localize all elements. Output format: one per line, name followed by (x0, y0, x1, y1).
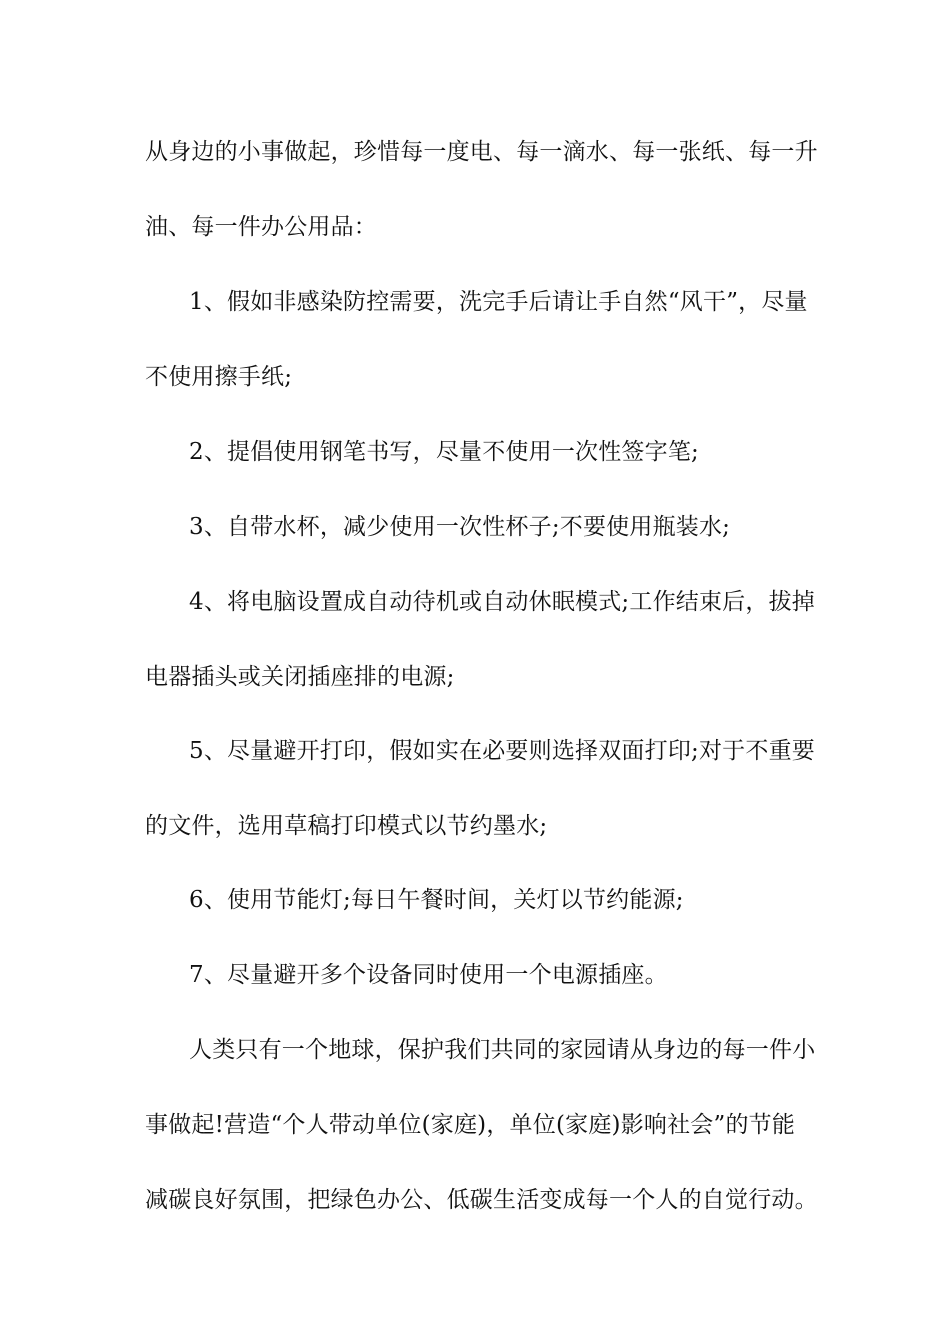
list-item-1-line-1: 1、假如非感染防控需要，洗完手后请让手自然“风干”，尽量 (189, 289, 808, 315)
paragraph-intro-line-1: 从身边的小事做起，珍惜每一度电、每一滴水、每一张纸、每一升 (145, 139, 818, 165)
list-item-5-line-2: 的文件，选用草稿打印模式以节约墨水; (145, 813, 548, 839)
list-item-7: 7、尽量避开多个设备同时使用一个电源插座。 (189, 962, 668, 988)
list-item-1-line-2: 不使用擦手纸; (145, 364, 293, 390)
list-item-5-line-1: 5、尽量避开打印，假如实在必要则选择双面打印;对于不重要 (189, 738, 815, 764)
list-item-6: 6、使用节能灯;每日午餐时间，关灯以节约能源; (189, 887, 684, 913)
paragraph-closing-line-1: 人类只有一个地球，保护我们共同的家园请从身边的每一件小 (189, 1037, 816, 1063)
paragraph-closing-line-2: 事做起!营造“个人带动单位(家庭)，单位(家庭)影响社会”的节能 (145, 1112, 796, 1138)
list-item-2: 2、提倡使用钢笔书写，尽量不使用一次性签字笔; (189, 439, 699, 465)
paragraph-closing-line-3: 减碳良好氛围，把绿色办公、低碳生活变成每一个人的自觉行动。 (145, 1187, 818, 1213)
list-item-3: 3、自带水杯，减少使用一次性杯子;不要使用瓶装水; (189, 514, 731, 540)
paragraph-intro-line-2: 油、每一件办公用品： (145, 214, 377, 240)
list-item-4-line-1: 4、将电脑设置成自动待机或自动休眠模式;工作结束后，拔掉 (189, 589, 815, 615)
list-item-4-line-2: 电器插头或关闭插座排的电源; (145, 664, 455, 690)
